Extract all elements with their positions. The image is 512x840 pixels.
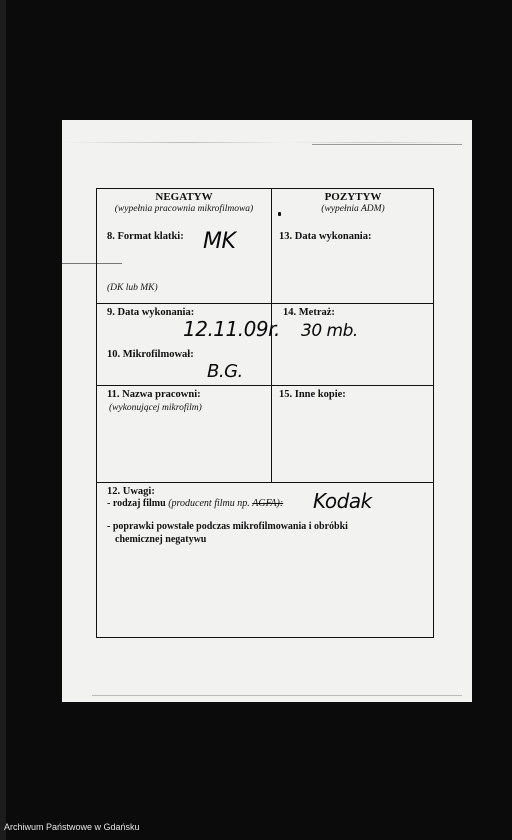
format-klatki-value: MK <box>203 229 236 254</box>
film-edge <box>0 0 6 840</box>
data-wykonania-negatyw-value: 12.11.09r. <box>183 317 280 341</box>
rodzaj-filmu-row <box>107 498 283 509</box>
data-wykonania-negatyw-label: 9. Data wykonania: <box>107 307 195 318</box>
nazwa-pracowni-label: 11. Nazwa pracowni: <box>107 389 201 400</box>
microfilm-form-table <box>96 188 434 638</box>
row-divider <box>97 482 433 483</box>
rodzaj-filmu-example: AGFA): <box>252 498 284 509</box>
mikrofilmowal-value: B.G. <box>207 361 243 382</box>
poprawki-line1: - poprawki powstałe podczas mikrofilmowania i obróbki <box>107 521 348 532</box>
mikrofilmowal-label: 10. Mikrofilmował: <box>107 349 194 360</box>
negatyw-subtitle: (wypełnia pracownia mikrofilmowa) <box>114 204 254 214</box>
uwagi-label: 12. Uwagi: <box>107 486 155 497</box>
rodzaj-filmu-label: - rodzaj filmu <box>107 498 166 509</box>
row-divider <box>97 303 433 304</box>
metraz-label: 14. Metraż: <box>283 307 335 318</box>
row-divider <box>97 385 433 386</box>
rodzaj-filmu-value: Kodak <box>313 489 372 513</box>
ink-dot <box>278 212 281 216</box>
pozytyw-subtitle: (wypełnia ADM) <box>321 204 385 214</box>
form-sheet <box>62 120 472 702</box>
nazwa-pracowni-hint: (wykonującej mikrofilm) <box>109 403 202 413</box>
negatyw-title: NEGATYW <box>155 191 213 203</box>
format-klatki-label: 8. Format klatki: <box>107 231 184 242</box>
archive-footer: Archiwum Państwowe w Gdańsku <box>4 822 140 832</box>
poprawki-line2: chemicznej negatywu <box>115 534 207 545</box>
pozytyw-title: POZYTYW <box>324 191 382 203</box>
film-streak <box>312 144 462 145</box>
metraz-value: 30 mb. <box>301 321 358 341</box>
rodzaj-filmu-hint: (producent filmu np. <box>168 498 250 509</box>
inne-kopie-label: 15. Inne kopie: <box>279 389 346 400</box>
data-wykonania-pozytyw-label: 13. Data wykonania: <box>279 231 372 242</box>
format-klatki-hint: (DK lub MK) <box>107 283 158 293</box>
